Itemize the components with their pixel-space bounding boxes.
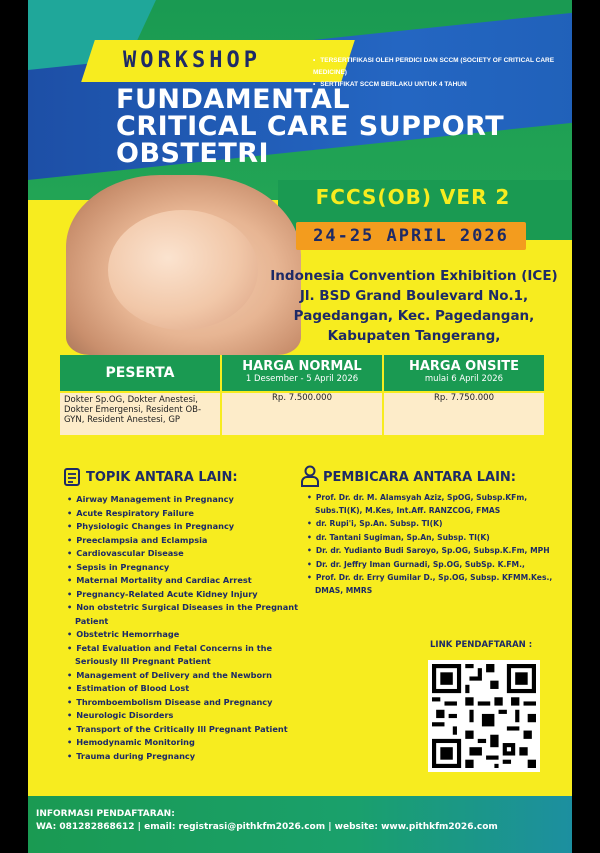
venue-address: [264, 266, 564, 346]
speaker-item: • Prof. Dr. dr. Erry Gumilar D., Sp.OG, Subsp. KFMM.Kes., DMAS, MMRS: [305, 572, 567, 597]
price-table-header: [60, 355, 544, 391]
topic-item: • Non obstetric Surgical Diseases in the Pregnant Patient: [65, 601, 305, 628]
venue-line: Pagedangan, Kec. Pagedangan,: [293, 308, 535, 324]
topic-item: • Thromboembolism Disease and Pregnancy: [65, 696, 305, 710]
onsite-price-title: HARGA ONSITE: [384, 355, 544, 374]
topic-item: • Preeclampsia and Eclampsia: [65, 534, 305, 548]
topic-item: • Hemodynamic Monitoring: [65, 736, 305, 750]
venue-line: Kabupaten Tangerang,: [327, 328, 501, 344]
title-line: OBSTETRI: [116, 138, 270, 169]
certification-item: • SERTIFIKAT SCCM BERLAKU UNTUK 4 TAHUN: [313, 79, 572, 91]
speaker-item: • dr. Tantani Sugiman, Sp.An, Subsp. TI(K): [305, 532, 567, 545]
baby-head-illustration: [108, 210, 258, 330]
topic-item: • Airway Management in Pregnancy: [65, 493, 305, 507]
event-title: [116, 86, 504, 167]
speaker-item: • dr. Rupi'i, Sp.An. Subsp. TI(K): [305, 518, 567, 531]
topic-item: • Trauma during Pregnancy: [65, 750, 305, 764]
speakers-title: PEMBICARA ANTARA LAIN:: [323, 470, 517, 485]
onsite-price-header: [384, 355, 544, 391]
topic-item: • Obstetric Hemorrhage: [65, 628, 305, 642]
title-line: FUNDAMENTAL: [116, 84, 351, 115]
registration-qr-code[interactable]: [428, 660, 540, 772]
normal-price-header: [222, 355, 382, 391]
speaker-icon: [300, 465, 320, 487]
normal-price-cell: Rp. 7.500.000: [222, 393, 382, 435]
topic-item: • Management of Delivery and the Newborn: [65, 669, 305, 683]
topic-item: • Fetal Evaluation and Fetal Concerns in the Seriously Ill Pregnant Patient: [65, 642, 305, 669]
normal-price-title: HARGA NORMAL: [222, 355, 382, 374]
speaker-item: • Dr. dr. Jeffry Iman Gurnadi, Sp.OG, SubSp. K.FM.,: [305, 559, 567, 572]
price-table: [60, 355, 544, 435]
topics-title: TOPIK ANTARA LAIN:: [86, 470, 238, 485]
registration-link-label: LINK PENDAFTARAN :: [430, 640, 533, 650]
topics-list: [65, 493, 305, 763]
topic-item: • Estimation of Blood Lost: [65, 682, 305, 696]
normal-price-period: 1 Desember - 5 April 2026: [222, 374, 382, 384]
topic-item: • Transport of the Critically Ill Pregnant Patient: [65, 723, 305, 737]
topic-item: • Acute Respiratory Failure: [65, 507, 305, 521]
speakers-list: [305, 492, 567, 598]
onsite-price-period: mulai 6 April 2026: [384, 374, 544, 384]
topic-item: • Sepsis in Pregnancy: [65, 561, 305, 575]
title-line: CRITICAL CARE SUPPORT: [116, 111, 505, 142]
onsite-price-cell: Rp. 7.750.000: [384, 393, 544, 435]
qr-code-icon: [432, 664, 536, 768]
topic-item: • Pregnancy-Related Acute Kidney Injury: [65, 588, 305, 602]
price-table-row: [60, 393, 544, 435]
topic-item: • Cardiovascular Disease: [65, 547, 305, 561]
topic-item: • Physiologic Changes in Pregnancy: [65, 520, 305, 534]
contact-info: WA: 081282868612 | email: registrasi@pithkfm2026.com | website: www.pithkfm2026.com: [36, 822, 498, 832]
document-icon: [63, 467, 81, 487]
version-label: FCCS(OB) VER 2: [315, 185, 511, 209]
participants-cell: Dokter Sp.OG, Dokter Anestesi, Dokter Emergensi, Resident OB-GYN, Resident Anestesi, GP: [60, 393, 220, 435]
speaker-item: • Dr. dr. Yudianto Budi Saroyo, Sp.OG, Subsp.K.Fm, MPH: [305, 545, 567, 558]
participants-header: PESERTA: [60, 355, 220, 391]
topic-item: • Neurologic Disorders: [65, 709, 305, 723]
registration-info-label: INFORMASI PENDAFTARAN:: [36, 809, 175, 819]
poster: [28, 0, 572, 853]
venue-line: Indonesia Convention Exhibition (ICE): [270, 268, 558, 284]
event-date: 24-25 APRIL 2026: [296, 222, 526, 250]
speaker-item: • Prof. Dr. dr. M. Alamsyah Aziz, SpOG, Subsp.KFm, Subs.TI(K), M.Kes, Int.Aff. RANZCOG, FMAS: [305, 492, 567, 517]
workshop-label: WORKSHOP: [123, 48, 261, 73]
venue-line: Jl. BSD Grand Boulevard No.1,: [299, 288, 529, 304]
topic-item: • Maternal Mortality and Cardiac Arrest: [65, 574, 305, 588]
certification-item: • TERSERTIFIKASI OLEH PERDICI DAN SCCM (SOCIETY OF CRITICAL CARE MEDICINE): [313, 55, 572, 79]
